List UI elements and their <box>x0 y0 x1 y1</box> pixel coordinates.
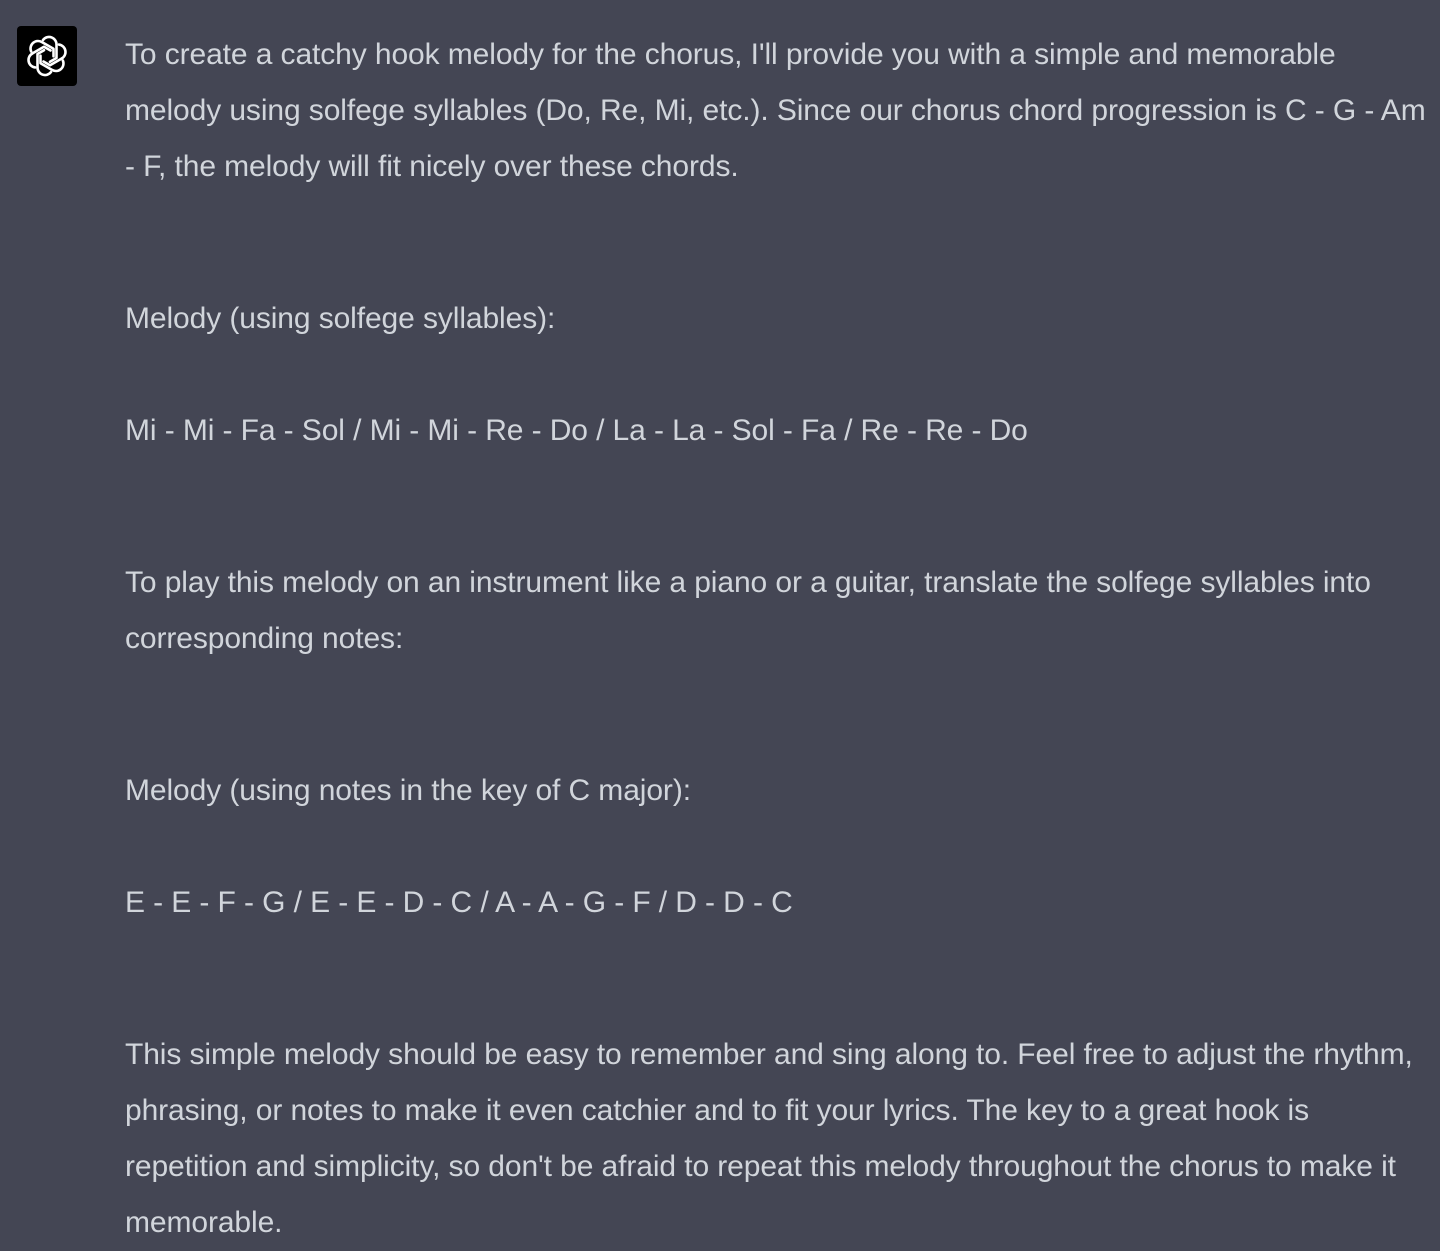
notes-melody-block <box>125 707 1435 987</box>
notes-melody-value: E - E - F - G / E - E - D - C / A - A - G - F / D - D - C <box>125 886 793 919</box>
assistant-avatar <box>17 26 77 86</box>
notes-melody-label: Melody (using notes in the key of C major): <box>125 774 691 807</box>
solfege-melody-block <box>125 235 1435 515</box>
solfege-melody-value: Mi - Mi - Fa - Sol / Mi - Mi - Re - Do / La - La - Sol - Fa / Re - Re - Do <box>125 414 1028 447</box>
closing-paragraph: This simple melody should be easy to remember and sing along to. Feel free to adjust the rhythm, phrasing, or notes to make it even catchier and to fit your lyrics. The key to a great hook is repetition and simplicity, so don't be afraid to repeat this melody throughout the chorus to make it memorable. <box>125 1038 1413 1239</box>
solfege-melody-label: Melody (using solfege syllables): <box>125 302 556 335</box>
openai-logo-icon <box>25 34 69 78</box>
message-content <box>125 27 1435 1251</box>
instrument-paragraph: To play this melody on an instrument like a piano or a guitar, translate the solfege syllables into corresponding notes: <box>125 566 1371 655</box>
intro-paragraph: To create a catchy hook melody for the chorus, I'll provide you with a simple and memorable melody using solfege syllables (Do, Re, Mi, etc.). Since our chorus chord progression is C - G - Am - F, the melody will fit nicely over these chords. <box>125 38 1426 183</box>
